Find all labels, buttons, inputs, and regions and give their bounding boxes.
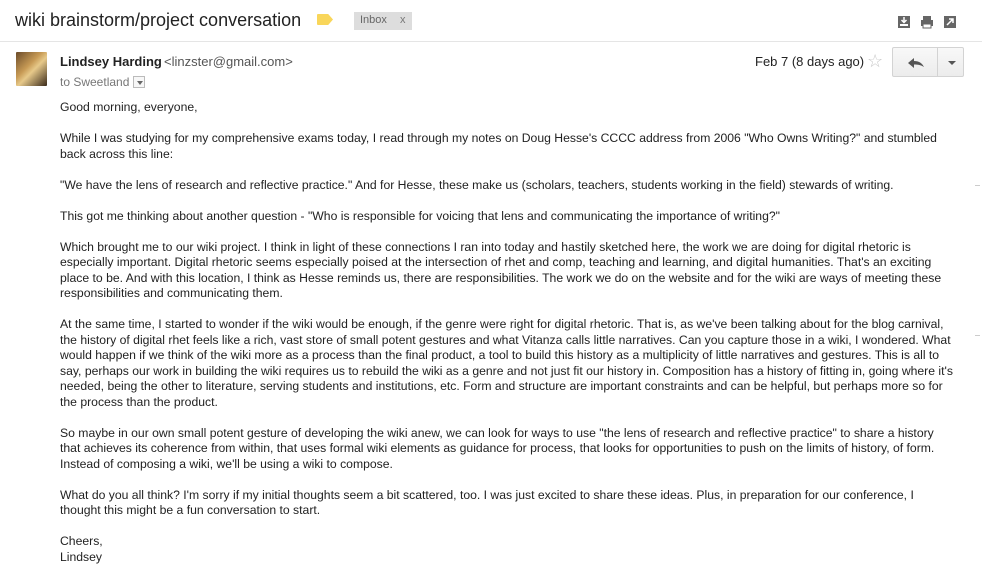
print-icon[interactable]: [920, 15, 934, 29]
star-icon[interactable]: ☆: [867, 51, 884, 71]
inbox-label-chip[interactable]: [354, 12, 412, 30]
details-dropdown-icon[interactable]: [133, 76, 145, 88]
body-paragraph: This got me thinking about another question - "Who is responsible for voicing that lens and communicating the importance of writing?": [60, 208, 780, 223]
download-icon[interactable]: [897, 15, 911, 29]
sender-email: <linzster@gmail.com>: [164, 54, 293, 69]
subject-title: wiki brainstorm/project conversation: [15, 10, 302, 30]
remove-label-button[interactable]: x: [400, 14, 406, 26]
divider: [975, 335, 980, 336]
body-signature: Lindsey: [60, 549, 103, 564]
body-paragraph: Good morning, everyone,: [60, 100, 198, 114]
inbox-label-text: Inbox: [360, 14, 387, 26]
body-paragraph: What do you all think? I'm sorry if my initial thoughts seem a bit scattered, too. I was just excited to share these ideas. Plus, in preparation for our conference, I thought this might be a fun conversation to start.: [60, 487, 914, 517]
sender-name[interactable]: Lindsey Harding: [60, 54, 162, 69]
body-paragraph: Which brought me to our wiki project. I think in light of these connections I ran into today and hastily sketched here, the work we are doing for digital rhetoric is especially important. Digital rhetoric seems especially poised at the intersection of rhet and comp, teaching and learning, and digital humanities. That's an exciting place to be. And with this location, I think as Hesse reminds us, there are responsibilities. The work we do on the website and for the wiki are ways of meeting these responsibilities and communicating them.: [60, 239, 942, 300]
subject-bar: [0, 0, 982, 42]
body-paragraph: While I was studying for my comprehensive exams today, I read through my notes on Doug Hesse's CCCC address from 2006 "Who Owns Writing?" and stumbled back across this line:: [60, 131, 937, 161]
reply-button[interactable]: [892, 47, 938, 77]
more-options-button[interactable]: [937, 47, 964, 77]
reply-icon: [893, 48, 939, 78]
body-paragraph: So maybe in our own small potent gesture of developing the wiki anew, we can look for ways to use "the lens of research and reflective practice" to share a history that achieves its coherence from within, that uses formal wiki elements as guidance for process, that looks for opportunities to push on the limits of history, of form. Instead of composing a wiki, we'll be using a wiki to compose.: [60, 425, 935, 471]
body-paragraph: At the same time, I started to wonder if the wiki would be enough, if the genre were right for digital rhetoric. That is, as we've been talking about for the blog carnival, the history of digital rhet feels like a rich, vast store of small potent gestures and what Vitanza calls little narratives. Can you capture those in a wiki, I wondered. What would happen if we think of the wiki more as a process than the final product, a tool to build this history as a multiplicity of little narratives and gestures. This is all to say, perhaps our work in building the wiki requires us to rebuild the wiki as a genre and not just fit our history in. Composition has a history of fitting in, going where it's needed, being the other to literature, serving students and institutions, etc. Form and structure are important constraints and can be helpful, but perhaps more so for the process than the product.: [60, 317, 953, 409]
body-paragraph: "We have the lens of research and reflective practice." And for Hesse, these make us (scholars, teachers, students working in the field) stewards of writing.: [60, 177, 894, 192]
message-body: [60, 100, 955, 565]
message-date: Feb 7 (8 days ago): [755, 54, 865, 69]
body-signoff: Cheers,: [60, 534, 103, 548]
recipient-line: [60, 74, 145, 89]
divider: [975, 185, 980, 186]
sender-avatar[interactable]: [16, 52, 47, 86]
important-label-icon[interactable]: [317, 14, 333, 25]
new-window-icon[interactable]: [943, 15, 957, 29]
recipient-text: to Sweetland: [60, 75, 130, 89]
